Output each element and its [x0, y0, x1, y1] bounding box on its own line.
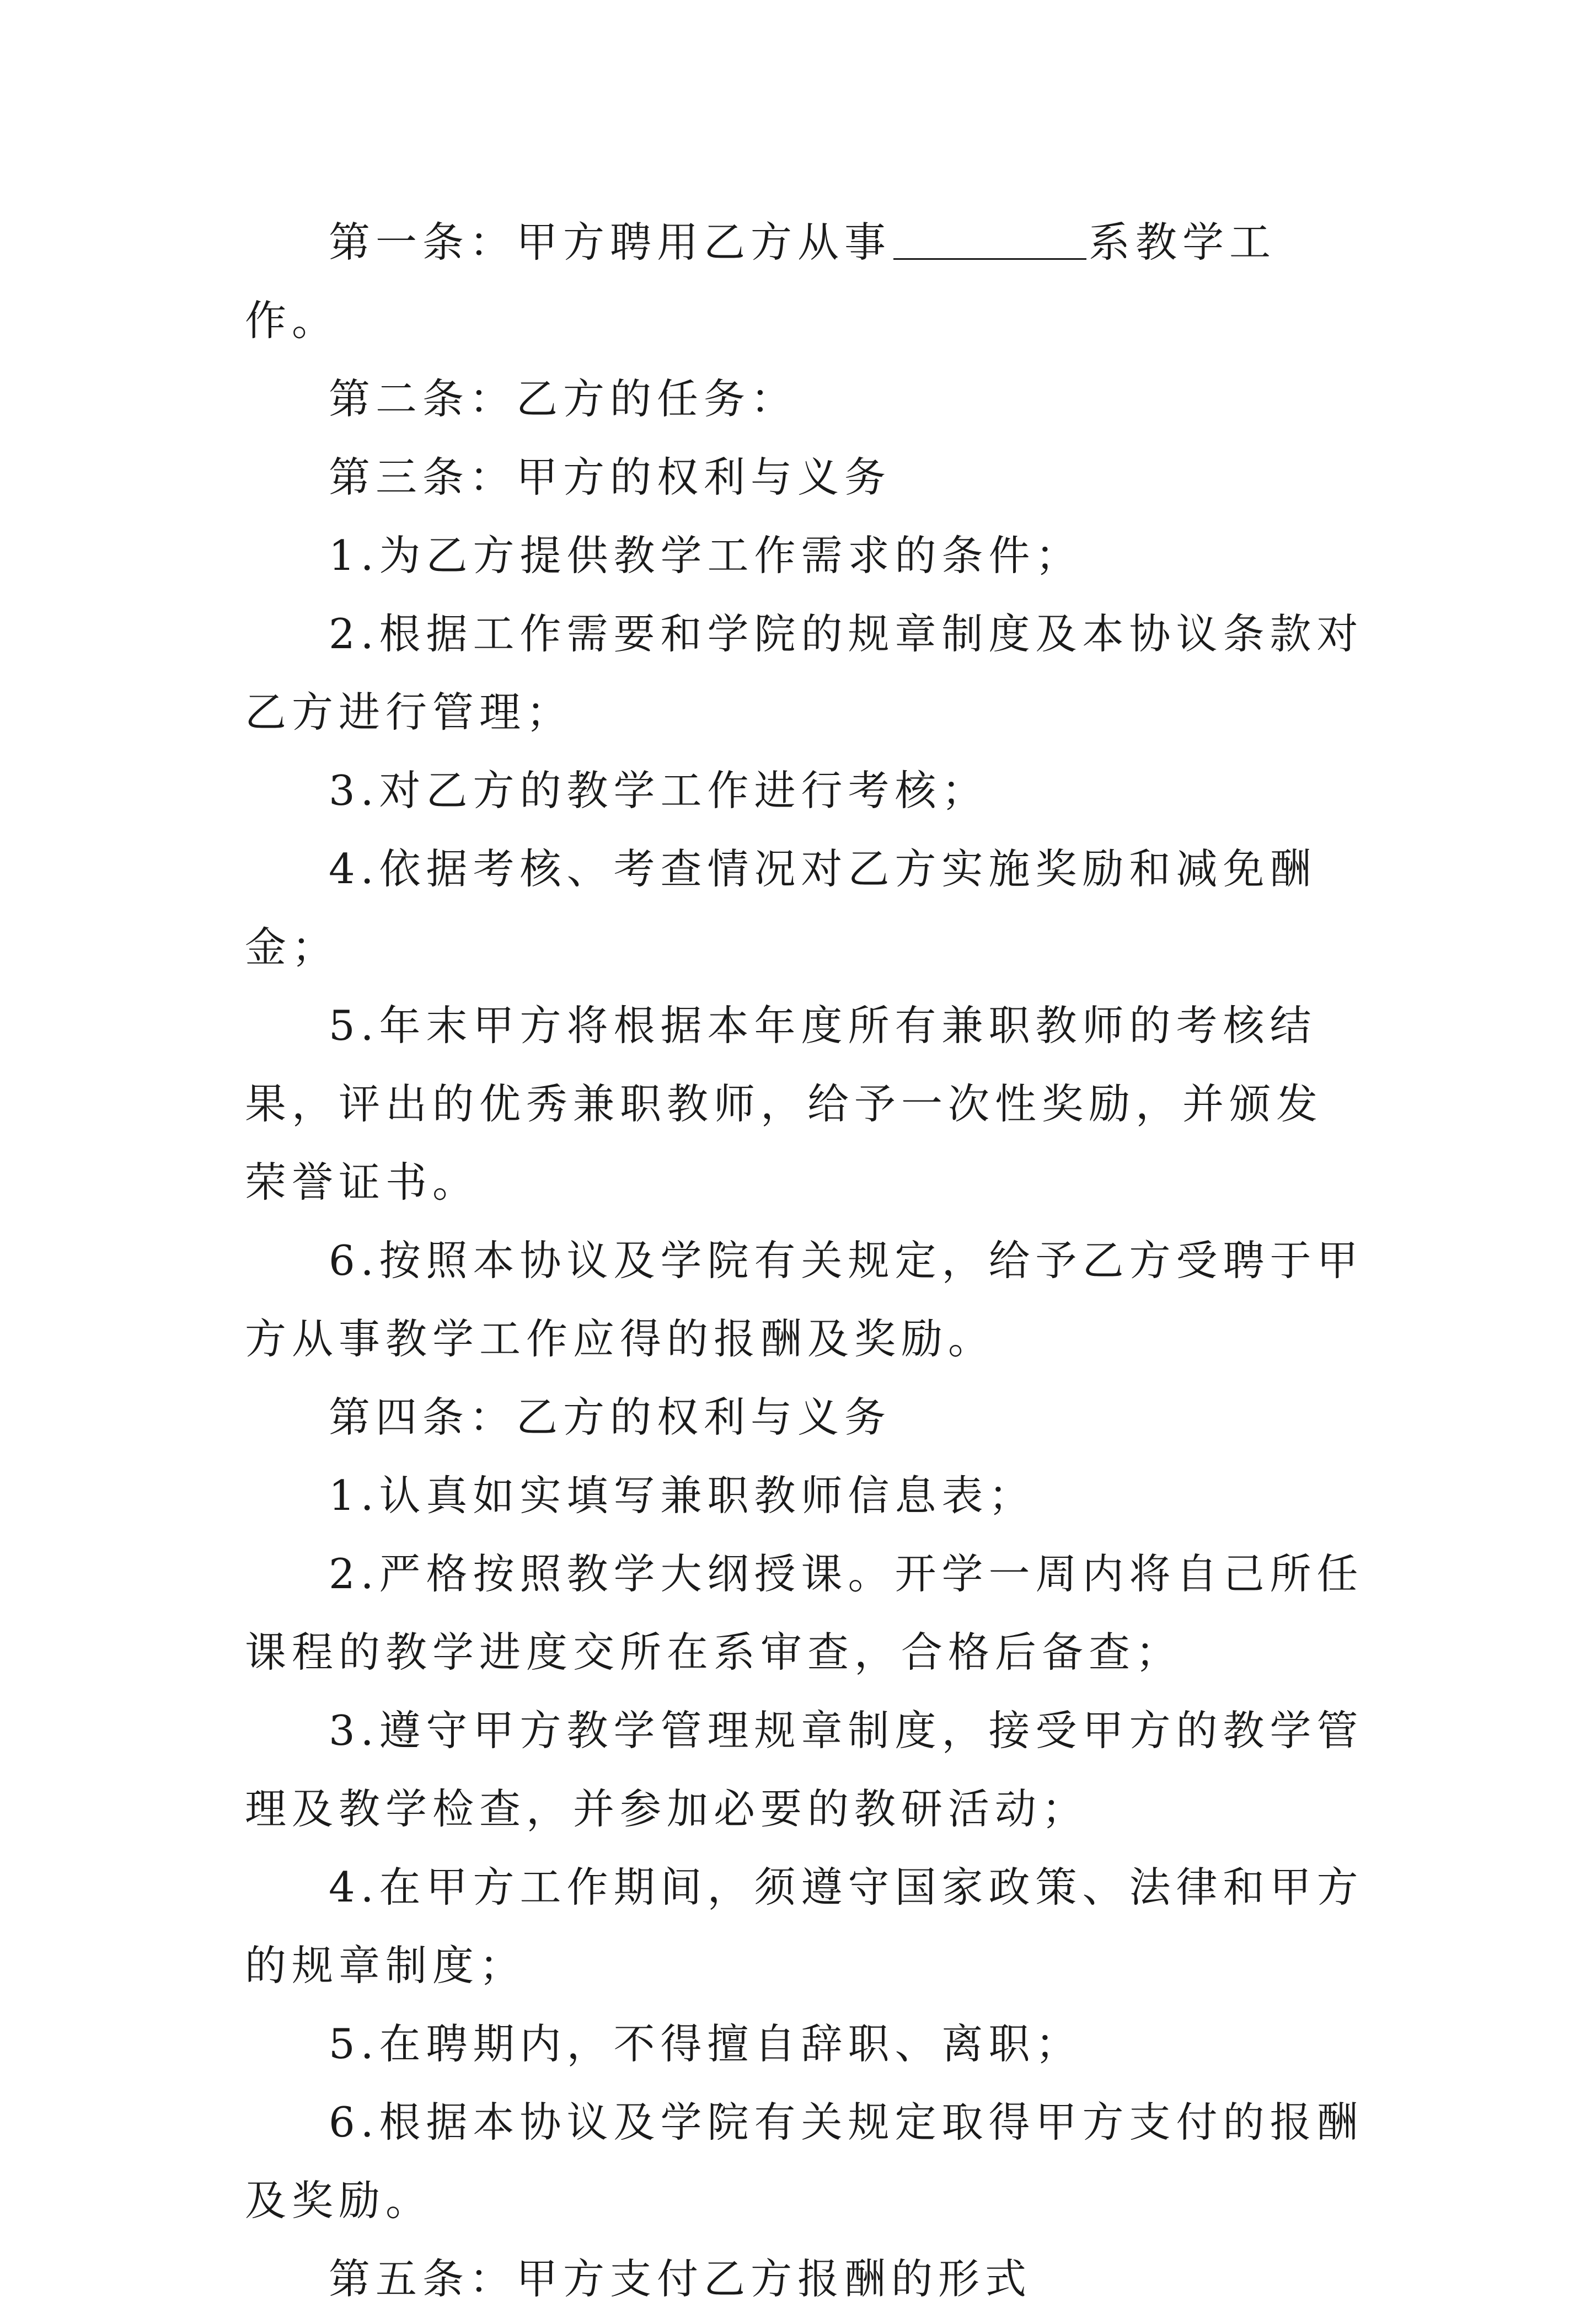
- article-1-text-end: 系教学工作。: [245, 218, 1277, 345]
- article-3-item-6: 6.按照本协议及学院有关规定，给予乙方受聘于甲方从事教学工作应得的报酬及奖励。: [245, 1236, 1364, 1363]
- article-1-paragraph: [245, 203, 1364, 360]
- article-3-item-2: 2.根据工作需要和学院的规章制度及本协议条款对乙方进行管理；: [245, 610, 1364, 736]
- article-4-heading: 第四条：乙方的权利与义务: [329, 1393, 892, 1441]
- article-4-item-3: 3.遵守甲方教学管理规章制度，接受甲方的教学管理及教学检查，并参加必要的教研活动；: [245, 1706, 1364, 1833]
- article-4-item-6: 6.根据本协议及学院有关规定取得甲方支付的报酬及奖励。: [245, 2098, 1364, 2225]
- article-3-item-4: 4.依据考核、考查情况对乙方实施奖励和减免酬金；: [245, 845, 1317, 971]
- article-3-heading: 第三条：甲方的权利与义务: [329, 453, 892, 501]
- article-2-heading: 第二条：乙方的任务：: [329, 375, 798, 423]
- article-3-item-3: 3.对乙方的教学工作进行考核；: [329, 766, 989, 815]
- article-3-item-5: 5.年末甲方将根据本年度所有兼职教师的考核结果，评出的优秀兼职教师，给予一次性奖励，并颁发荣誉证书。: [245, 1001, 1324, 1206]
- document-body: [245, 203, 1364, 2318]
- blank-underline-field: [893, 217, 1086, 260]
- article-4-item-5: 5.在聘期内，不得擅自辞职、离职；: [329, 2020, 1083, 2068]
- article-3-item-1: 1.为乙方提供教学工作需求的条件；: [329, 531, 1083, 580]
- article-4-item-4: 4.在甲方工作期间，须遵守国家政策、法律和甲方的规章制度；: [245, 1863, 1364, 1990]
- article-5-heading: 第五条：甲方支付乙方报酬的形式: [329, 2255, 1032, 2303]
- article-1-text: 第一条：甲方聘用乙方从事: [329, 218, 892, 266]
- article-4-item-1: 1.认真如实填写兼职教师信息表；: [329, 1471, 1036, 1520]
- article-4-item-2: 2.严格按照教学大纲授课。开学一周内将自己所任课程的教学进度交所在系审查，合格后备查；: [245, 1550, 1364, 1676]
